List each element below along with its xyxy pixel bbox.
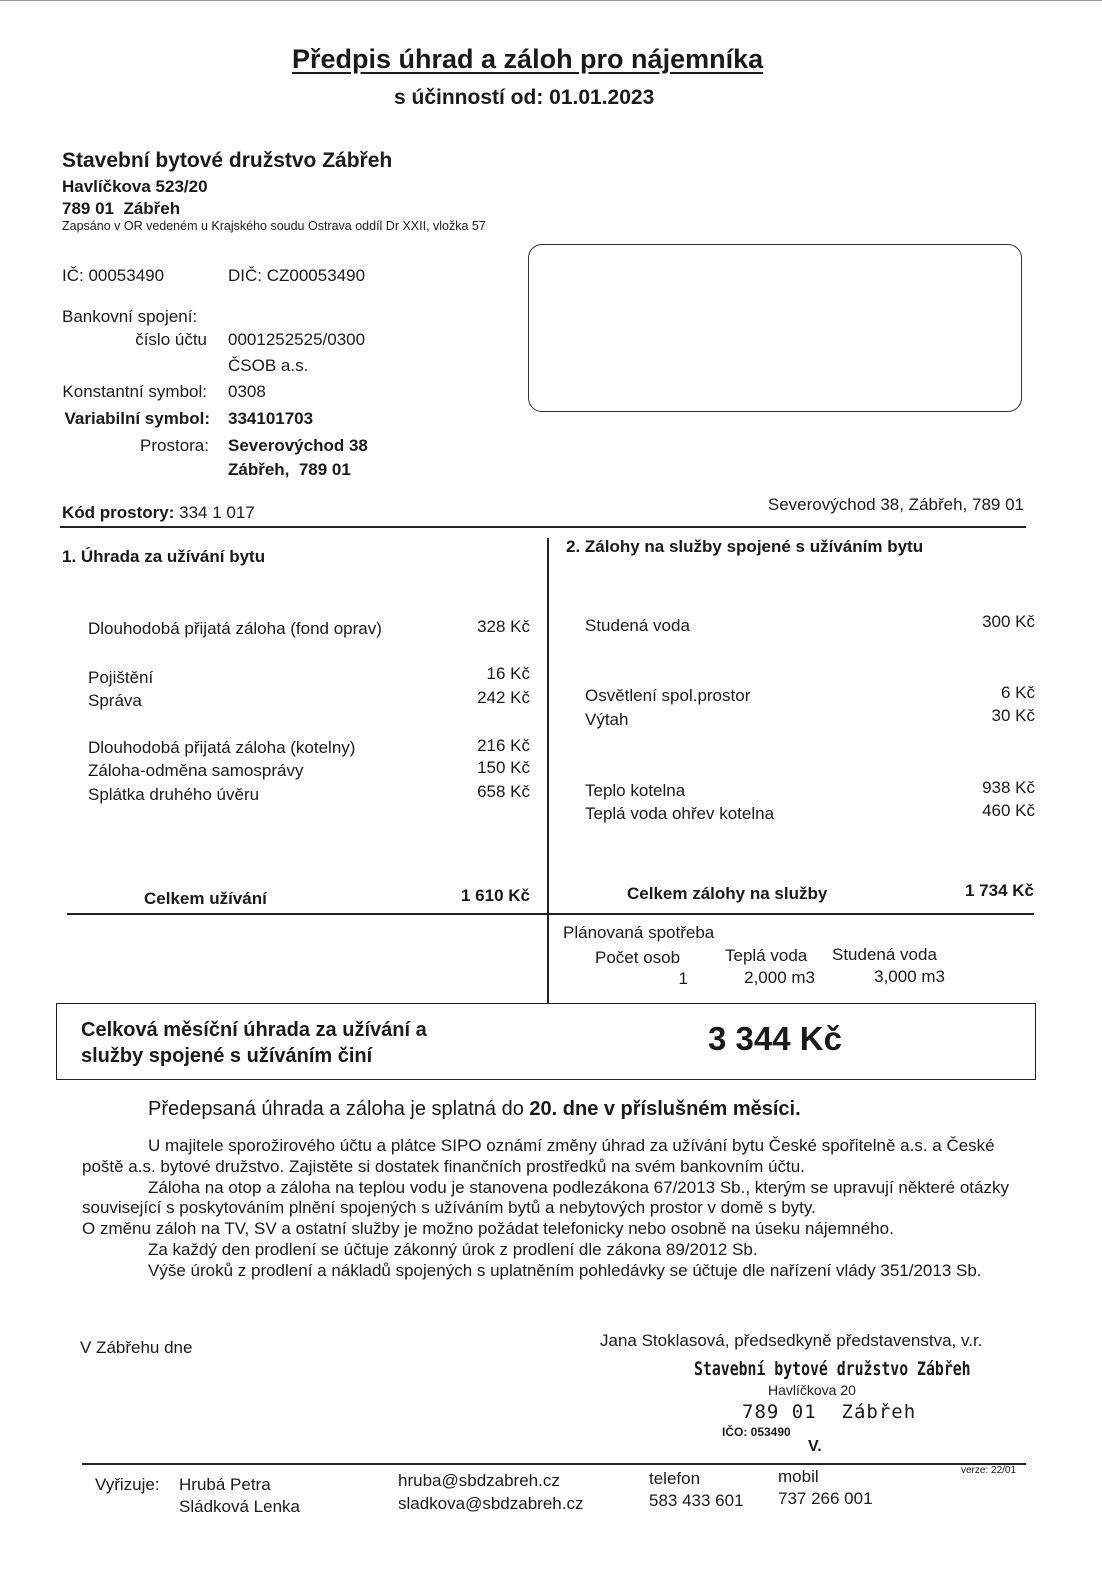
stamp-line-1: Stavební bytové družstvo Zábřeh [694,1358,971,1380]
recipient-address-window [528,244,1022,412]
space-label: Prostora: [140,436,209,455]
s1-item-amount: 16 Kč [486,664,530,683]
note-paragraph: O změnu záloh na TV, SV a ostatní služby je možno požádat telefonicky nebo osobně na úseku nájemného. [82,1219,894,1239]
s2-item-amount: 938 Kč [982,778,1035,797]
s2-item-label: Studená voda [585,616,690,635]
footer-person-1: Hrubá Petra [179,1475,271,1494]
footer-version: verze: 22/01 [961,1465,1017,1476]
space-code-value: 334 1 017 [179,503,255,522]
divider-totals [67,913,1034,915]
s1-item-amount: 150 Kč [477,758,530,777]
planned-val-persons: 1 [678,969,688,988]
footer-person-2: Sládková Lenka [179,1497,300,1516]
planned-col-cold-water: Studená voda [832,945,937,964]
s1-total-label: Celkem užívání [144,889,267,908]
s2-item-amount: 460 Kč [982,801,1035,820]
footer-email-2[interactable]: sladkova@sbdzabreh.cz [398,1494,584,1513]
s2-item-amount: 300 Kč [982,612,1035,631]
due-day: 20. dne v příslušném měsíci. [529,1098,801,1120]
s1-total-amount: 1 610 Kč [461,886,530,905]
signature-signer: Jana Stoklasová, předsedkyně představenstva, v.r. [600,1331,983,1350]
note-paragraph: Záloha na otop a záloha na teplou vodu je stanovena podlezákona 67/2013 Sb., kterým se upravují některé otázky související s poskytováním plnění spojených s užíváním bytů a nebytových prostor v domě s byty. [82,1177,1009,1218]
due-prefix: Předepsaná úhrada a záloha je splatná do [148,1098,524,1120]
s1-item-label: Správa [88,691,142,710]
company-street: Havlíčkova 523/20 [62,177,208,196]
s2-item-label: Osvětlení spol.prostor [585,686,751,705]
section2-heading: 2. Zálohy na služby spojené s užíváním bytu [566,537,924,556]
company-name: Stavební bytové družstvo Zábřeh [62,149,393,172]
s2-item-label: Teplo kotelna [585,781,686,800]
bank-name: ČSOB a.s. [228,356,309,375]
s2-item-amount: 6 Kč [1000,683,1035,702]
signature-place: V Zábřehu dne [80,1338,193,1357]
s1-item-amount: 242 Kč [477,688,530,707]
footer-mobile: 737 266 001 [778,1489,873,1508]
section1-heading: 1. Úhrada za užívání bytu [62,547,266,566]
s1-item-label: Záloha-odměna samosprávy [88,761,304,780]
s2-item-label: Výtah [585,710,629,729]
effective-label: s účinností od: [394,86,544,109]
constant-symbol-value: 0308 [228,382,266,401]
grand-total-label-line1: Celková měsíční úhrada za užívání a [81,1019,427,1041]
s2-item-amount: 30 Kč [991,706,1035,725]
space-code [62,503,255,523]
note-paragraph: U majitele sporožirového účtu a plátce SIPO oznámí změny úhrad za užívání bytu České spořitelně a.s. a České poště a.s. bytové družstvo. Zajistěte si dostatek finančních prostředků na svém bankovním účtu. [82,1136,995,1176]
footer-phone-label: telefon [649,1469,701,1488]
variable-symbol-label: Variabilní symbol: [64,409,210,428]
planned-col-hot-water: Teplá voda [725,946,808,965]
s1-item-amount: 328 Kč [477,617,530,636]
dic-number: DIČ: CZ00053490 [228,266,366,285]
due-statement [148,1098,801,1121]
s1-item-label: Dlouhodobá přijatá záloha (kotelny) [88,738,356,757]
s2-total-amount: 1 734 Kč [965,881,1034,900]
planned-val-cold-water: 3,000 m3 [874,967,945,986]
stamp-line-5: V. [808,1438,822,1455]
grand-total-amount: 3 344 Kč [708,1020,842,1057]
account-label: číslo účtu [135,330,207,349]
notes-block [82,1136,1022,1282]
planned-heading: Plánovaná spotřeba [563,923,715,942]
note-paragraph: Výše úroků z prodlení a nákladů spojených s uplatněním pohledávky se účtuje dle nařízení vlády 351/2013 Sb. [148,1260,982,1280]
account-value: 0001252525/0300 [228,330,366,349]
s2-item-label: Teplá voda ohřev kotelna [585,804,775,823]
effective-date-line [394,86,654,110]
planned-val-hot-water: 2,000 m3 [744,968,815,987]
bank-heading: Bankovní spojení: [62,307,198,326]
document-title: Předpis úhrad a záloh pro nájemníka [292,44,764,74]
space-code-label: Kód prostory: [62,503,175,522]
footer-mobile-label: mobil [778,1467,819,1486]
note-paragraph: Za každý den prodlení se účtuje zákonný úrok z prodlení dle zákona 89/2012 Sb. [148,1239,758,1259]
s1-item-label: Dlouhodobá přijatá záloha (fond oprav) [88,619,382,638]
grand-total-label-line2: služby spojené s užíváním činí [81,1045,373,1067]
company-registration: Zapsáno v OR vedeném u Krajského soudu Ostrava oddíl Dr XXII, vložka 57 [62,219,486,233]
variable-symbol-value: 334101703 [228,409,314,428]
divider-top [60,526,1026,528]
s1-item-amount: 658 Kč [477,782,530,801]
s1-item-label: Splátka druhého úvěru [88,785,260,804]
space-address-line2: Zábřeh, 789 01 [228,460,351,479]
footer-handled-label: Vyřizuje: [95,1475,160,1494]
page-top-border [0,0,1102,1]
s2-total-label: Celkem zálohy na služby [627,884,828,903]
footer-phone: 583 433 601 [649,1491,744,1510]
space-address-line1: Severovýchod 38 [228,436,368,455]
stamp-line-2: Havlíčkova 20 [768,1382,856,1398]
ic-number: IČ: 00053490 [62,266,165,285]
footer-email-1[interactable]: hruba@sbdzabreh.cz [398,1471,560,1490]
company-city: 789 01 Zábřeh [62,199,181,218]
footer-divider [82,1463,1026,1465]
stamp-line-4: IČO: 053490 [722,1425,791,1439]
space-address-right: Severovýchod 38, Zábřeh, 789 01 [767,495,1024,514]
s1-item-label: Pojištění [88,668,154,687]
constant-symbol-label: Konstantní symbol: [62,382,207,401]
effective-date: 01.01.2023 [549,86,655,109]
planned-col-persons: Počet osob [595,948,681,967]
stamp-line-3: 789 01 Zábřeh [742,1401,917,1423]
s1-item-amount: 216 Kč [477,736,530,755]
column-divider [547,538,549,1004]
